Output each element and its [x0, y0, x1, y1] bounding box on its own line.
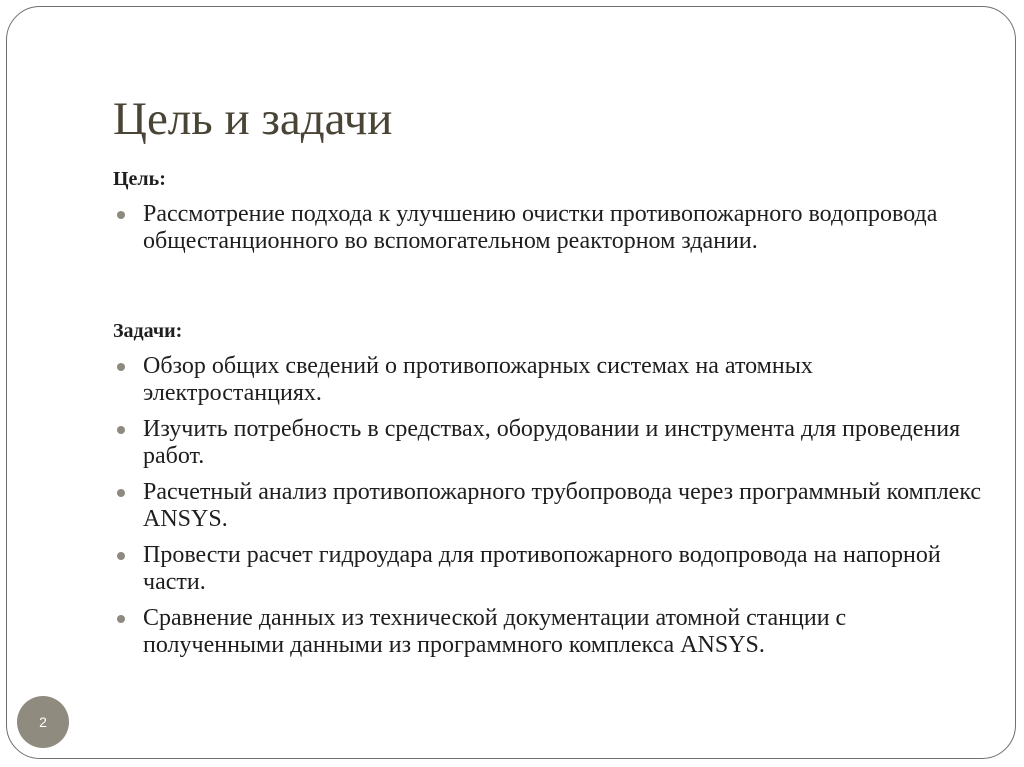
bullet-icon: [117, 363, 125, 371]
task-item: [113, 416, 993, 470]
task-item: [113, 353, 993, 407]
slide-title: Цель и задачи: [113, 93, 393, 145]
task-item: [113, 542, 993, 596]
task-item-text: Сравнение данных из технической документации атомной станции с полученными данными из программного комплекса ANSYS.: [143, 605, 847, 658]
bullet-icon: [117, 615, 125, 623]
goal-label: Цель:: [113, 168, 166, 190]
page-number: 2: [39, 714, 47, 730]
tasks-label: Задачи:: [113, 320, 183, 342]
task-item-text: Расчетный анализ противопожарного трубопровода через программный комплекс ANSYS.: [143, 479, 982, 532]
task-item: [113, 605, 993, 659]
slide: [6, 6, 1016, 759]
page-number-badge: [17, 696, 69, 748]
tasks-list: [113, 353, 993, 668]
bullet-icon: [117, 426, 125, 434]
task-item-text: Изучить потребность в средствах, оборудовании и инструмента для проведения работ.: [143, 416, 961, 469]
bullet-icon: [117, 489, 125, 497]
bullet-icon: [117, 552, 125, 560]
goal-item: [113, 201, 993, 255]
task-item: [113, 479, 993, 533]
task-item-text: Провести расчет гидроудара для противопожарного водопровода на напорной части.: [143, 542, 941, 595]
goal-item-text: Рассмотрение подхода к улучшению очистки противопожарного водопровода общестанционного во вспомогательном реакторном здании.: [143, 201, 938, 254]
goal-list: [113, 201, 993, 264]
task-item-text: Обзор общих сведений о противопожарных системах на атомных электростанциях.: [143, 353, 813, 406]
bullet-icon: [117, 211, 125, 219]
